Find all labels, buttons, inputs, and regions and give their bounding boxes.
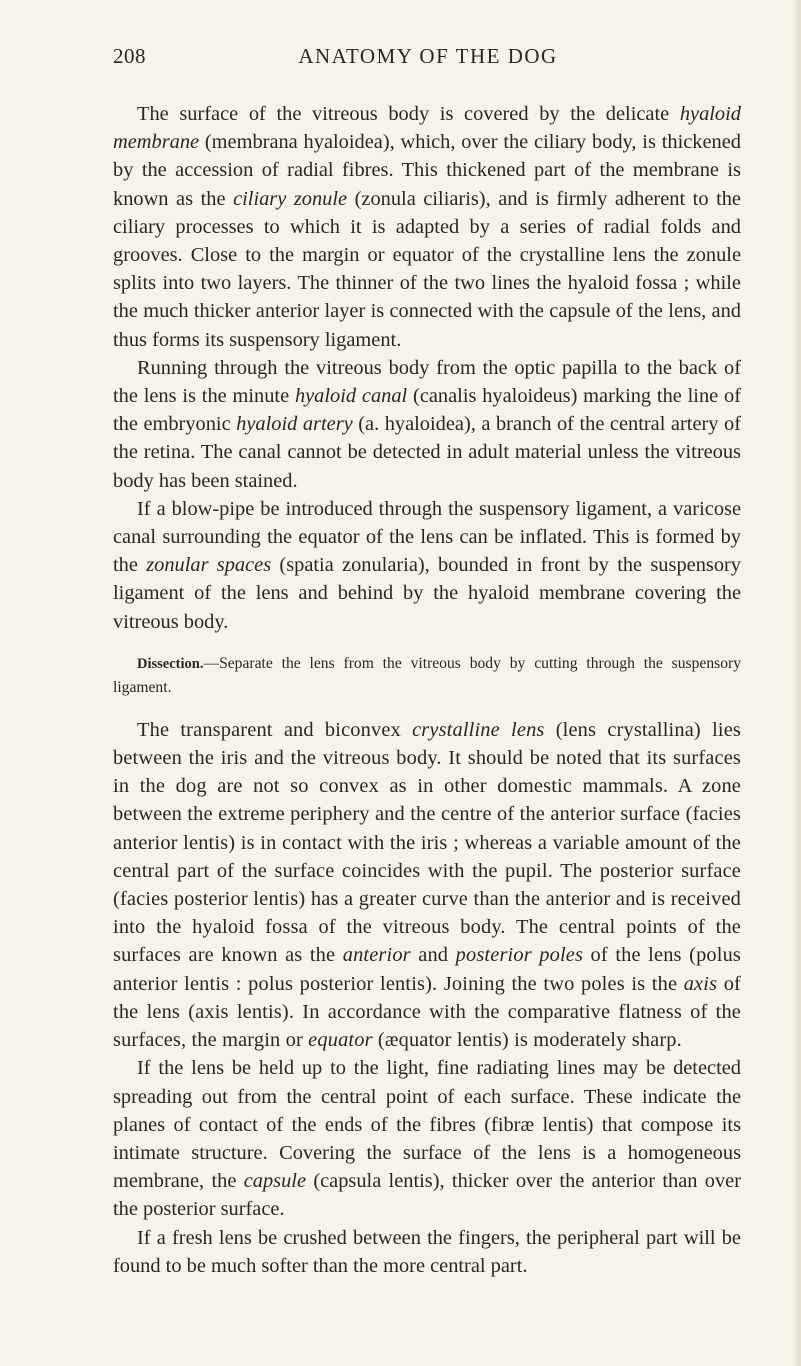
italic-term: zonular spaces — [146, 554, 272, 577]
text-run: Running through the vitreous body from the optic papilla to the back of the lens is the minute — [113, 356, 741, 408]
dissection-label: Dissection. — [137, 655, 204, 672]
page-edge-shadow — [792, 0, 801, 1366]
text-run: of the lens (polus anterior lentis : polus posterior lentis). Joining the two poles is the — [113, 944, 742, 995]
text-run: If a blow-pipe be introduced through the suspensory ligament, a varicose canal surrounding the equator of the lens can be inflated. This is formed by the — [113, 497, 741, 577]
body-text — [113, 100, 741, 1280]
italic-term: ciliary zonule — [233, 187, 348, 210]
text-run: (a. hyaloidea), a branch of the central artery of the retina. The canal cannot be detected in adult material unless the vitreous body has been stained. — [113, 413, 741, 492]
italic-term: hyaloid membrane — [113, 103, 741, 154]
running-title: ANATOMY OF THE DOG — [298, 44, 558, 68]
paragraph-hyaloid-canal — [113, 354, 741, 495]
text-run: The surface of the vitreous body is covered by the delicate — [137, 103, 680, 125]
italic-term: hyaloid artery — [236, 413, 353, 436]
text-run: (capsula lentis), thicker over the anterior than over the posterior surface. — [113, 1170, 741, 1221]
running-head — [113, 44, 743, 74]
paragraph-hyaloid-membrane — [113, 100, 741, 354]
text-run: (canalis hyaloideus) marking the line of the embryonic — [113, 385, 742, 436]
page-number: 208 — [113, 44, 146, 68]
italic-term: posterior poles — [455, 944, 584, 967]
paragraph-fresh-lens — [113, 1224, 741, 1280]
text-run: If the lens be held up to the light, fine radiating lines may be detected spreading out from the central point of each surface. These indicate the planes of contact of the ends of the fibres (fibræ lentis) that compose its intimate structure. Covering the surface of the lens is a homogeneous membrane, the — [113, 1057, 741, 1193]
italic-term: axis — [683, 972, 718, 995]
paragraph-zonular-spaces — [113, 495, 741, 636]
text-run: (æquator lentis) is moderately sharp. — [372, 1029, 682, 1052]
text-run: (lens crystallina) lies between the iris and the vitreous body. It should be noted that its surfaces in the dog are not so convex as in other domestic mammals. A zone between the extreme periphery and the centre of the anterior surface (facies anterior lentis) is in contact with the iris ; whereas a variable amount of the central part of the surface coincides with the pupil. The posterior surface (facies posterior lentis) has a greater curve than the anterior and is received into the hyaloid fossa of the vitreous body. The central points of the surfaces are known as the — [113, 718, 741, 967]
italic-term: crystalline lens — [412, 718, 545, 741]
dissection-note — [113, 652, 741, 699]
text-run: (zonula ciliaris), and is firmly adherent to the ciliary processes to which it is adapted by a series of radial folds and grooves. Close to the margin or equator of the crystalline lens the zonule splits into two layers. The thinner of the two lines the hyaloid fossa ; while the much thicker anterior layer is connected with the capsule of the lens, and thus forms its suspensory ligament. — [113, 187, 741, 351]
dissection-text: —Separate the lens from the vitreous body by cutting through the suspensory ligament. — [113, 654, 741, 696]
text-run: If a fresh lens be crushed between the fingers, the peripheral part will be found to be much softer than the more central part. — [113, 1226, 741, 1277]
text-run: The transparent and biconvex — [137, 718, 413, 741]
paragraph-lens-capsule — [113, 1054, 741, 1223]
text-run: (spatia zonularia), bounded in front by the suspensory ligament of the lens and behind by the hyaloid membrane covering the vitreous body. — [113, 554, 741, 633]
italic-term: hyaloid canal — [294, 385, 408, 408]
text-run: and — [410, 944, 456, 967]
italic-term: anterior — [342, 944, 411, 967]
italic-term: equator — [308, 1029, 373, 1052]
italic-term: capsule — [243, 1170, 306, 1193]
text-run: (membrana hyaloidea), which, over the ciliary body, is thickened by the accession of radial fibres. This thickened part of the membrane is known as the — [113, 131, 741, 210]
text-run: of the lens (axis lentis). In accordance with the comparative flatness of the surfaces, the margin or — [113, 972, 741, 1052]
paragraph-crystalline-lens — [113, 716, 741, 1054]
